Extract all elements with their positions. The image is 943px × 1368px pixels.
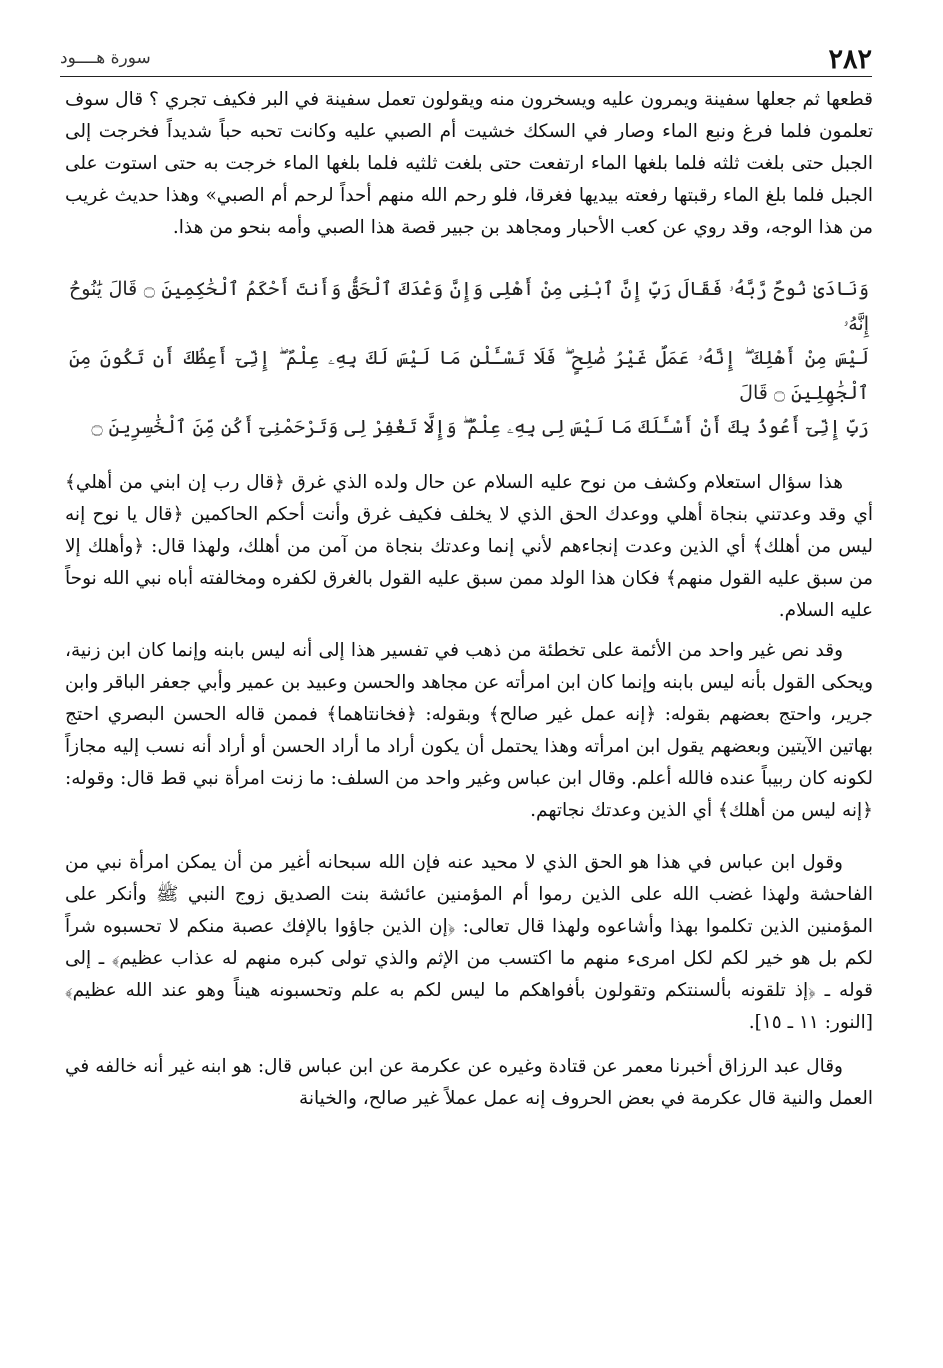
paragraph-5: وقال عبد الرزاق أخبرنا معمر عن قتادة وغيره عن عكرمة عن ابن عباس قال: هو ابنه غير أنه خالفه في العمل والنية قال عكرمة في بعض الحروف إنه عمل عملاً غير صالح، والخيانة <box>65 1055 873 1109</box>
verse-line-1: وَنَادَىٰ نُوحٌ رَّبَّهُۥ فَقَالَ رَبِّ إِنَّ ٱبْنِى مِنْ أَهْلِى وَإِنَّ وَعْدَكَ ٱلْحَقُّ وَأَنتَ أَحْكَمُ ٱلْحَٰكِمِينَ ۝ قَالَ يَٰنُوحُ إِنَّهُۥ <box>69 278 870 335</box>
quran-verse-block <box>65 272 873 445</box>
verse-line-3: رَبِّ إِنِّىٓ أَعُوذُ بِكَ أَنْ أَسْـَٔلَكَ مَا لَيْسَ لِى بِهِۦ عِلْمٌ ۖ وَإِلَّا تَغْفِرْ لِى وَتَرْحَمْنِىٓ أَكُن مِّنَ ٱلْخَٰسِرِينَ ۝ <box>91 416 869 439</box>
surah-title: سورة هــــود <box>60 48 151 68</box>
paragraph-1: قطعها ثم جعلها سفينة ويمرون عليه ويسخرون منه ويقولون تعمل سفينة في البر فكيف تجري ؟ قال سوف تعلمون فلما فرغ ونبع الماء وصار في السكك خشيت أم الصبي عليه وكانت تحبه حباً شديداً فخرجت إلى الجبل حتى بلغت ثلثه فلما بلغها الماء ارتفعت حتى بلغت ثلثيه فلما بلغها الماء خرجت به حتى استوت على الجبل فلما بلغ الماء رقبتها رفعته بيديها فغرقا، فلو رحم الله منهم أحداً لرحم أم الصبي» وهذا حديث غريب من هذا الوجه، وقد روي عن كعب الأحبار ومجاهد بن جبير قصة هذا الصبي وأمه بنحو من هذا. <box>65 89 873 238</box>
page-number: ٢٨٢ <box>828 44 872 75</box>
paragraph-2: هذا سؤال استعلام وكشف من نوح عليه السلام عن حال ولده الذي غرق ﴿قال رب إن ابني من أهلي﴾ أي وقد وعدتني بنجاة أهلي ووعدك الحق الذي لا يخلف فكيف غرق وأنت أحكم الحاكمين ﴿قال يا نوح إنه ليس من أهلك﴾ أي الذين وعدت إنجاءهم لأني إنما وعدتك بنجاة من آمن من أهلك، ولهذا قال: ﴿وأهلك إلا من سبق عليه القول منهم﴾ فكان هذا الولد ممن سبق عليه القول بالغرق لكفره ومخالفته أباه نبي الله نوحاً عليه السلام. <box>65 471 873 621</box>
paragraph-3: وقد نص غير واحد من الأئمة على تخطئة من ذهب في تفسير هذا إلى أنه ليس بابنه وإنما كان ابن زنية، ويحكى القول بأنه ليس بابنه وإنما كان ابن امرأته عن مجاهد والحسن وعبيد بن عمير وأبي جعفر الباقر وابن جرير، واحتج بعضهم بقوله: ﴿إنه عمل غير صالح﴾ وبقوله: ﴿فخانتاهما﴾ فممن قاله الحسن البصري احتج بهاتين الآيتين وبعضهم يقول ابن امرأته وهذا يحتمل أن يكون أراد ما أراد الحسن أو أراد أنه نسب إليه مجازاً لكونه كان ربيباً عنده فالله أعلم. وقال ابن عباس وغير واحد من السلف: ما زنت امرأة نبي قط قال: وقوله: ﴿إنه ليس من أهلك﴾ أي الذين وعدتك نجاتهم. <box>65 639 873 821</box>
page-body <box>65 84 873 1115</box>
page-header <box>60 40 872 77</box>
verse-line-2: لَيْسَ مِنْ أَهْلِكَ ۖ إِنَّهُۥ عَمَلٌ غَيْرُ صَٰلِحٍ ۖ فَلَا تَسْـَٔلْنِ مَا لَيْسَ لَكَ بِهِۦ عِلْمٌ ۖ إِنِّىٓ أَعِظُكَ أَن تَكُونَ مِنَ ٱلْجَٰهِلِينَ ۝ قَالَ <box>69 347 869 404</box>
paragraph-4: وقول ابن عباس في هذا هو الحق الذي لا محيد عنه فإن الله سبحانه أغير من أن يمكن امرأة نبي من الفاحشة ولهذا غضب الله على الذين رموا أم المؤمنين عائشة بنت الصديق زوج النبي ﷺ وأنكر على المؤمنين الذين تكلموا بهذا وأشاعوه ولهذا قال تعالى: ﴿إن الذين جاؤوا بالإفك عصبة منكم لا تحسبوه شراً لكم بل هو خير لكم لكل امرىء منهم ما اكتسب من الإثم والذي تولى كبره منهم له عذاب عظيم﴾ ـ إلى قوله ـ ﴿إذ تلقونه بألسنتكم وتقولون بأفواهكم ما ليس لكم به علم وتحسبونه هيناً وهو عند الله عظيم﴾ [النور: ١١ ـ ١٥]. <box>65 851 873 1033</box>
